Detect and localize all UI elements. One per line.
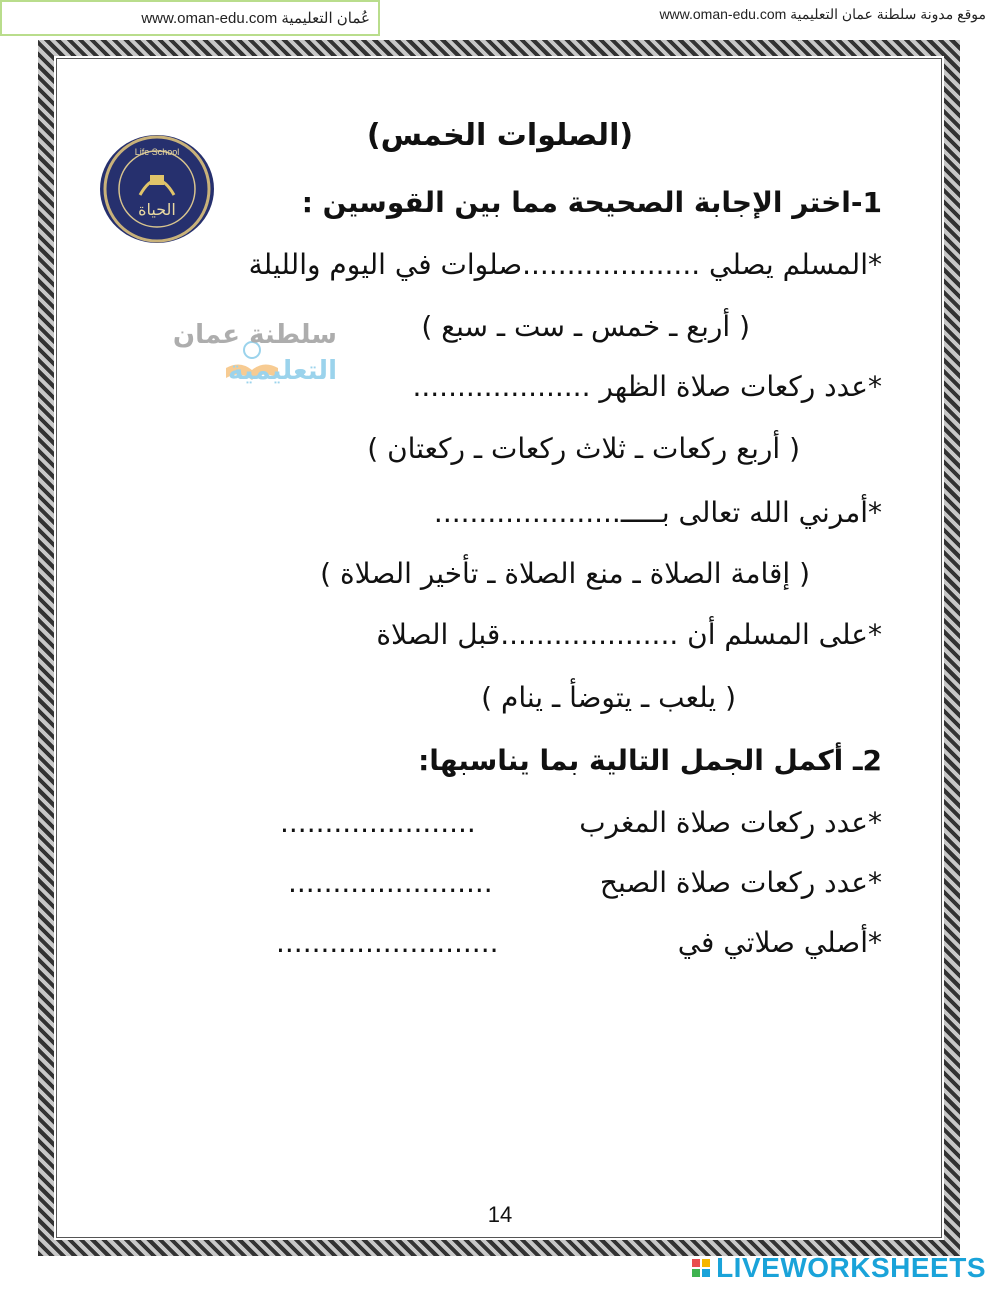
question-4-text: *على المسلم أن ....................قبل الصلاة [376, 618, 882, 651]
watermark-line1: سلطنة عمان [172, 320, 337, 350]
school-logo-icon [100, 135, 214, 243]
question-4-choices: ( يلعب ـ يتوضأ ـ ينام ) [481, 681, 736, 714]
liveworksheets-brand[interactable] [692, 1252, 986, 1284]
question-2-text: *عدد ركعات صلاة الظهر .................... [412, 370, 882, 403]
watermark-line2: التعليمية [227, 356, 337, 386]
brand-logo-icon [692, 1259, 710, 1277]
question-1-choices: ( أربع ـ خمس ـ ست ـ سبع ) [421, 310, 750, 343]
complete-1-blank[interactable]: ...................... [280, 806, 476, 839]
section1-heading: 1-اختر الإجابة الصحيحة مما بين القوسين : [301, 186, 882, 219]
logo-text: الحياة [138, 200, 176, 219]
complete-2-text: *عدد ركعات صلاة الصبح [599, 866, 882, 899]
question-1-text: *المسلم يصلي ....................صلوات في اليوم والليلة [248, 248, 882, 281]
question-3-text: *أمرني الله تعالى بـــــ..................... [433, 496, 882, 529]
complete-2-blank[interactable]: ....................... [288, 866, 493, 899]
watermark [62, 318, 347, 398]
logo-ring-text: Life School [134, 147, 180, 157]
worksheet-title: (الصلوات الخمس) [366, 118, 634, 153]
complete-3-text: *أصلي صلاتي في [677, 926, 882, 959]
site-header-text: www.oman-edu.com موقع مدونة سلطنة عمان التعليمية [659, 6, 986, 22]
site-header-link[interactable]: www.oman-edu.com عُمان التعليمية [0, 0, 380, 36]
page-number: 14 [487, 1202, 513, 1227]
question-3-choices: ( إقامة الصلاة ـ منع الصلاة ـ تأخير الصلاة ) [320, 557, 810, 590]
brand-name: LIVEWORKSHEETS [716, 1252, 986, 1283]
complete-1-text: *عدد ركعات صلاة المغرب [579, 806, 882, 839]
question-2-choices: ( أربع ركعات ـ ثلاث ركعات ـ ركعتان ) [367, 432, 800, 465]
section2-heading: 2ـ أكمل الجمل التالية بما يناسبها: [418, 744, 882, 777]
complete-3-blank[interactable]: ......................... [276, 926, 499, 959]
